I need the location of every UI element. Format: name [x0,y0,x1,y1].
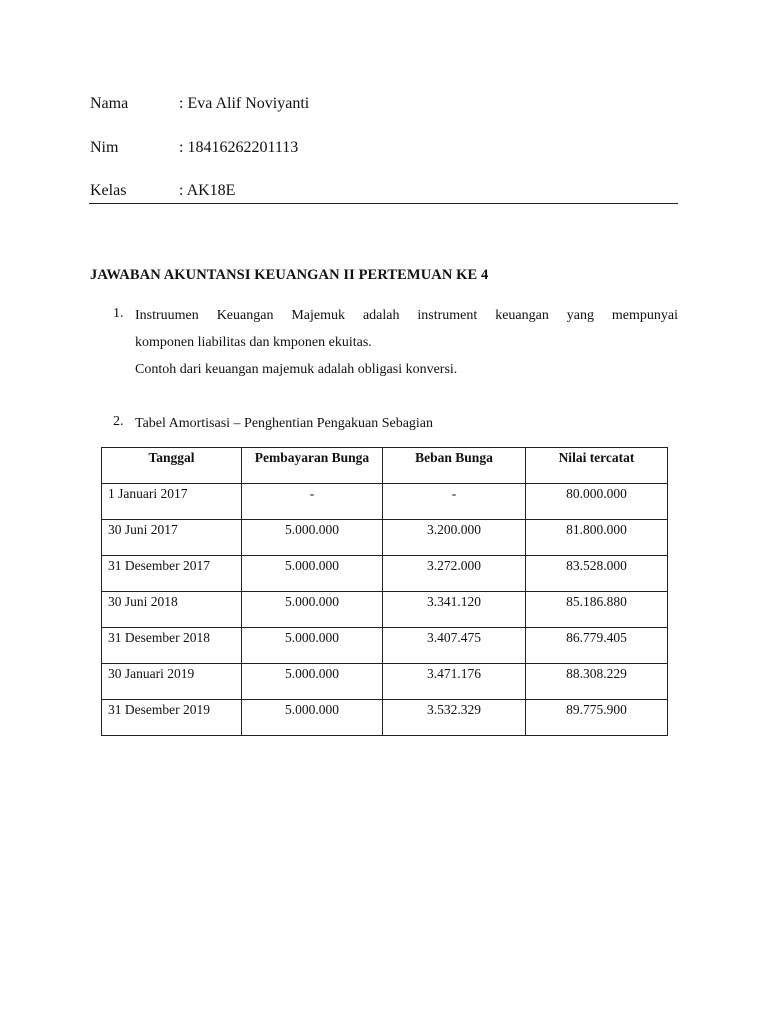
table-row [102,592,668,628]
table-cell: 85.186.880 [526,592,668,628]
table-cell: 30 Juni 2018 [102,592,242,628]
info-value: : Eva Alif Noviyanti [179,95,310,112]
table-row [102,700,668,736]
table-cell: 83.528.000 [526,556,668,592]
list-number: 1. [113,306,124,321]
table-cell: 30 Januari 2019 [102,664,242,700]
column-header: Pembayaran Bunga [242,448,383,484]
list-number: 2. [113,414,124,429]
table-row [102,484,668,520]
table-cell: 5.000.000 [242,592,383,628]
document-heading: JAWABAN AKUNTANSI KEUANGAN II PERTEMUAN KE 4 [90,267,489,283]
column-header: Beban Bunga [383,448,526,484]
table-cell: - [242,484,383,520]
info-label: Kelas [90,182,127,199]
info-row-nim [90,139,678,163]
table-cell: 3.471.176 [383,664,526,700]
table-cell: 31 Desember 2018 [102,628,242,664]
table-cell: 3.272.000 [383,556,526,592]
table-cell: 5.000.000 [242,664,383,700]
answer-line: komponen liabilitas dan kmponen ekuitas. [135,335,372,350]
amortization-table [101,447,668,736]
table-cell: 3.407.475 [383,628,526,664]
table-caption: Tabel Amortisasi – Penghentian Pengakuan Sebagian [135,416,434,431]
table-cell: 80.000.000 [526,484,668,520]
table-cell: 5.000.000 [242,700,383,736]
table-cell: 81.800.000 [526,520,668,556]
table-cell: 5.000.000 [242,628,383,664]
answer-line: Contoh dari keuangan majemuk adalah obligasi konversi. [135,362,458,377]
table-cell: 3.200.000 [383,520,526,556]
table-cell: 5.000.000 [242,556,383,592]
info-value: : 18416262201113 [179,139,299,156]
table-cell: - [383,484,526,520]
list-item-body [135,414,678,441]
info-row-nama [90,95,678,119]
table-cell: 89.775.900 [526,700,668,736]
header-divider [89,203,678,204]
table-cell: 86.779.405 [526,628,668,664]
table-row [102,520,668,556]
table-row [102,628,668,664]
info-label: Nim [90,139,119,156]
table-cell: 30 Juni 2017 [102,520,242,556]
table-cell: 31 Desember 2019 [102,700,242,736]
table-cell: 3.341.120 [383,592,526,628]
table-cell: 3.532.329 [383,700,526,736]
table-row [102,556,668,592]
column-header: Nilai tercatat [526,448,668,484]
table-cell: 1 Januari 2017 [102,484,242,520]
table-header-row [102,448,668,484]
info-label: Nama [90,95,129,112]
table-cell: 31 Desember 2017 [102,556,242,592]
table-row [102,664,668,700]
table-cell: 88.308.229 [526,664,668,700]
answer-line: Instruumen Keuangan Majemuk adalah instrument keuangan yang mempunyai [135,308,678,323]
table-cell: 5.000.000 [242,520,383,556]
column-header: Tanggal [102,448,242,484]
info-value: : AK18E [179,182,236,199]
list-item-body [135,306,678,387]
